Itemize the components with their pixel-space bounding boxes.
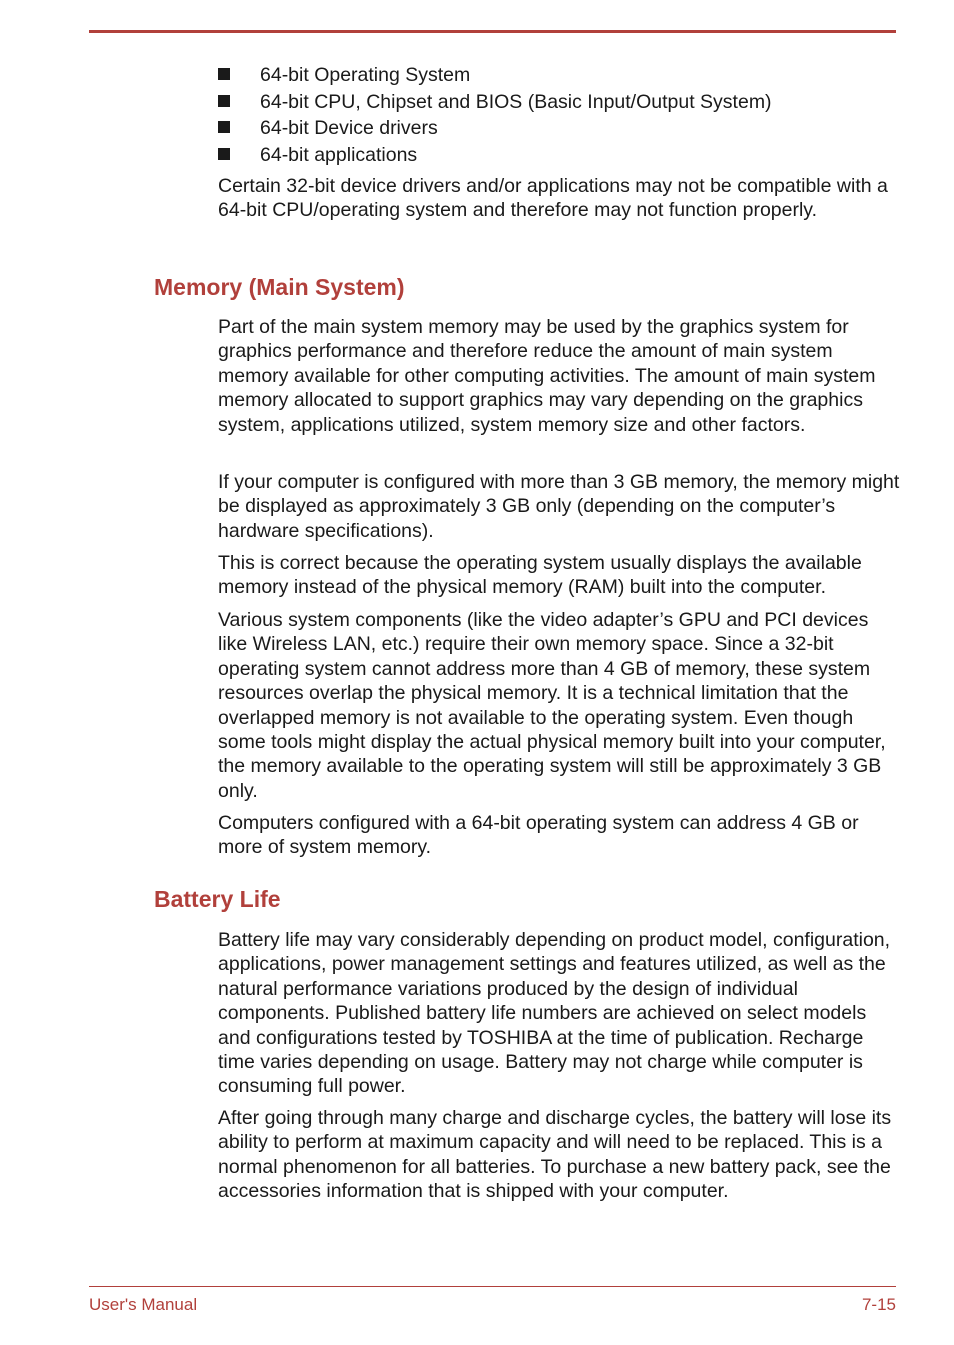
memory-paragraph: Computers configured with a 64-bit operating system can address 4 GB or more of system memory. [218,812,859,859]
battery-paragraph: Battery life may vary considerably depending on product model, configuration, applications, power management settings and features utilized, as well as the natural performance variations produced by the design of individual components. Published battery life numbers are achieved on select models and configurations tested by TOSHIBA at the time of publication. Recharge time varies depending on usage. Battery may not charge while computer is consuming full power. [218,929,891,1098]
footer-page-number: 7-15 [861,1295,896,1314]
bullet-list [217,62,897,169]
list-item-text: 64-bit CPU, Chipset and BIOS (Basic Input/Output System) [260,90,772,113]
footer-manual-title: User's Manual [89,1295,198,1314]
bullet-square-icon [218,68,230,80]
memory-section-heading: Memory (Main System) [154,274,405,300]
footer-rule [89,1286,896,1287]
header-rule [89,30,896,33]
list-item [217,142,897,169]
list-item-text: 64-bit Device drivers [260,117,438,140]
bullet-square-icon [218,121,230,133]
list-item-text: 64-bit applications [260,144,418,167]
list-item [217,115,897,142]
bullet-square-icon [218,95,230,107]
bullet-square-icon [218,148,230,160]
memory-paragraph: Various system components (like the video adapter’s GPU and PCI devices like Wireless LAN, etc.) require their own memory space. Since a 32-bit operating system cannot address more than 4 GB of memory, these system resources overlap the physical memory. It is a technical limitation that the overlapped memory is not available to the operating system. Even though some tools might display the actual physical memory built into your computer, the memory available to the operating system will still be approximately 3 GB only. [218,609,886,802]
battery-paragraph: After going through many charge and discharge cycles, the battery will lose its ability to perform at maximum capacity and will need to be replaced. This is a normal phenomenon for all batteries. To purchase a new battery pack, see the accessories information that is shipped with your computer. [218,1107,892,1203]
list-item [217,62,897,89]
memory-paragraph: If your computer is configured with more than 3 GB memory, the memory might be displayed as approximately 3 GB only (depending on the computer’s hardware specifications). [218,471,900,542]
list-item [217,89,897,116]
memory-paragraph: This is correct because the operating system usually displays the available memory instead of the physical memory (RAM) built into the computer. [218,552,862,599]
battery-section-heading: Battery Life [154,886,281,912]
list-item-text: 64-bit Operating System [260,64,471,86]
memory-paragraph: Part of the main system memory may be used by the graphics system for graphics performance and therefore reduce the amount of main system memory available for other computing activities. The amount of main system memory allocated to support graphics may vary depending on the graphics system, applications utilized, system memory size and other factors. [218,316,876,436]
intro-paragraph: Certain 32-bit device drivers and/or applications may not be compatible with a 64-bit CPU/operating system and therefore may not function properly. [218,175,888,222]
